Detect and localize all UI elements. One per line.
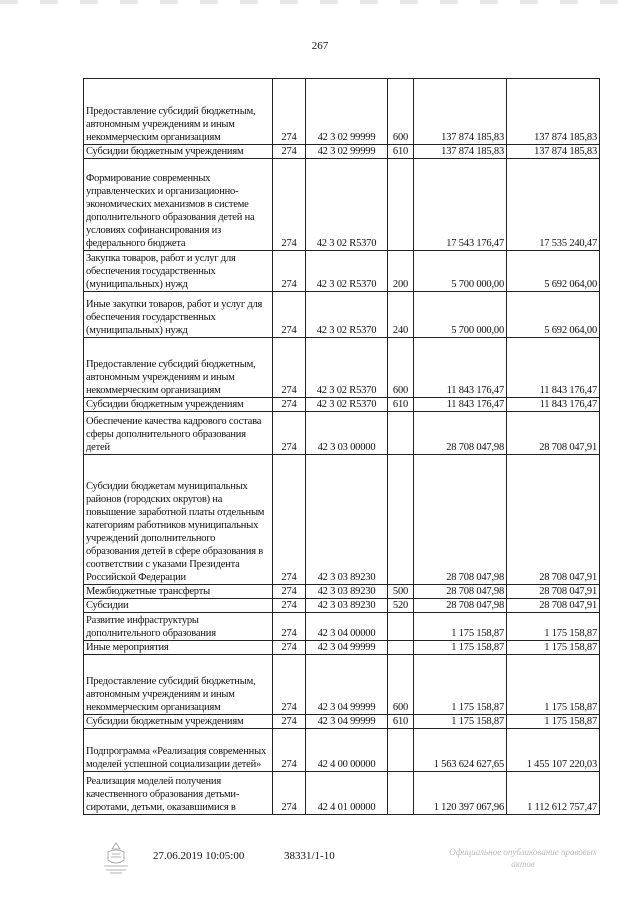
row-code: 274 xyxy=(273,772,306,815)
row-name: Иные мероприятия xyxy=(84,641,273,655)
row-name: Межбюджетные трансферты xyxy=(84,585,273,599)
row-sum-planned: 11 843 176,47 xyxy=(414,398,507,412)
row-expense-type xyxy=(388,412,414,455)
row-target-article: 42 3 02 R5370 xyxy=(306,338,388,398)
row-sum-planned: 11 843 176,47 xyxy=(414,338,507,398)
row-sum-planned: 1 175 158,87 xyxy=(414,641,507,655)
row-expense-type: 240 xyxy=(388,292,414,338)
row-name: Предоставление субсидий бюджетным, автономным учреждениям и иным некоммерческим организациям xyxy=(84,338,273,398)
row-code: 274 xyxy=(273,455,306,585)
row-name: Предоставление субсидий бюджетным, автономным учреждениям и иным некоммерческим организациям xyxy=(84,79,273,145)
row-sum-executed: 11 843 176,47 xyxy=(507,338,600,398)
table-row xyxy=(84,585,600,599)
row-sum-executed: 1 175 158,87 xyxy=(507,613,600,641)
row-name: Субсидии бюджетным учреждениям xyxy=(84,398,273,412)
row-code: 274 xyxy=(273,641,306,655)
row-code: 274 xyxy=(273,145,306,159)
row-sum-executed: 1 175 158,87 xyxy=(507,655,600,715)
row-code: 274 xyxy=(273,585,306,599)
row-target-article: 42 3 03 89230 xyxy=(306,455,388,585)
row-expense-type xyxy=(388,772,414,815)
row-sum-planned: 1 175 158,87 xyxy=(414,655,507,715)
row-name: Иные закупки товаров, работ и услуг для обеспечения государственных (муниципальных) нужд xyxy=(84,292,273,338)
row-target-article: 42 3 03 89230 xyxy=(306,585,388,599)
row-sum-executed: 28 708 047,91 xyxy=(507,599,600,613)
row-sum-planned: 137 874 185,83 xyxy=(414,79,507,145)
row-sum-executed: 1 455 107 220,03 xyxy=(507,729,600,772)
publication-watermark: Официальное опубликование правовых актов xyxy=(449,847,597,869)
row-sum-planned: 5 700 000,00 xyxy=(414,251,507,292)
row-sum-planned: 137 874 185,83 xyxy=(414,145,507,159)
table-row xyxy=(84,79,600,145)
row-name: Обеспечение качества кадрового состава сферы дополнительного образования детей xyxy=(84,412,273,455)
row-sum-executed: 1 175 158,87 xyxy=(507,715,600,729)
row-code: 274 xyxy=(273,729,306,772)
row-expense-type xyxy=(388,729,414,772)
row-name: Закупка товаров, работ и услуг для обеспечения государственных (муниципальных) нужд xyxy=(84,251,273,292)
row-sum-executed: 137 874 185,83 xyxy=(507,145,600,159)
row-name: Предоставление субсидий бюджетным, автономным учреждениям и иным некоммерческим организациям xyxy=(84,655,273,715)
stamp-icon xyxy=(96,840,136,876)
row-name: Субсидии бюджетным учреждениям xyxy=(84,145,273,159)
row-sum-planned: 17 543 176,47 xyxy=(414,159,507,251)
footer xyxy=(0,846,640,886)
table-row xyxy=(84,641,600,655)
row-code: 274 xyxy=(273,613,306,641)
row-expense-type: 600 xyxy=(388,79,414,145)
row-sum-executed: 11 843 176,47 xyxy=(507,398,600,412)
row-target-article: 42 4 01 00000 xyxy=(306,772,388,815)
page-number: 267 xyxy=(311,40,329,52)
row-expense-type: 600 xyxy=(388,338,414,398)
row-name: Подпрограмма «Реализация современных моделей успешной социализации детей» xyxy=(84,729,273,772)
row-sum-planned: 1 120 397 067,96 xyxy=(414,772,507,815)
row-code: 274 xyxy=(273,412,306,455)
row-expense-type: 520 xyxy=(388,599,414,613)
table-row xyxy=(84,412,600,455)
row-expense-type: 610 xyxy=(388,398,414,412)
row-code: 274 xyxy=(273,292,306,338)
table-row xyxy=(84,338,600,398)
row-target-article: 42 3 03 89230 xyxy=(306,599,388,613)
row-sum-planned: 28 708 047,98 xyxy=(414,412,507,455)
row-target-article: 42 3 02 99999 xyxy=(306,79,388,145)
table-row xyxy=(84,715,600,729)
row-name: Субсидии xyxy=(84,599,273,613)
row-name: Реализация моделей получения качественного образования детьми-сиротами, детьми, оказавшимися в xyxy=(84,772,273,815)
table-row xyxy=(84,455,600,585)
row-code: 274 xyxy=(273,159,306,251)
row-sum-planned: 1 175 158,87 xyxy=(414,715,507,729)
row-expense-type xyxy=(388,613,414,641)
table-row xyxy=(84,613,600,641)
row-sum-executed: 137 874 185,83 xyxy=(507,79,600,145)
row-sum-executed: 17 535 240,47 xyxy=(507,159,600,251)
budget-table xyxy=(83,78,600,815)
row-code: 274 xyxy=(273,79,306,145)
row-target-article: 42 3 04 99999 xyxy=(306,641,388,655)
row-sum-planned: 28 708 047,98 xyxy=(414,585,507,599)
table-row xyxy=(84,772,600,815)
row-target-article: 42 3 02 R5370 xyxy=(306,251,388,292)
row-target-article: 42 3 02 R5370 xyxy=(306,292,388,338)
row-name: Формирование современных управленческих и организационно-экономических механизмов в системе дополнительного образования детей на условиях софинансирования из федерального бюджета xyxy=(84,159,273,251)
row-target-article: 42 3 02 R5370 xyxy=(306,398,388,412)
row-sum-executed: 1 175 158,87 xyxy=(507,641,600,655)
row-target-article: 42 3 04 99999 xyxy=(306,655,388,715)
row-expense-type xyxy=(388,641,414,655)
row-expense-type: 600 xyxy=(388,655,414,715)
row-expense-type: 200 xyxy=(388,251,414,292)
footer-date: 27.06.2019 10:05:00 xyxy=(153,850,245,862)
row-target-article: 42 4 00 00000 xyxy=(306,729,388,772)
table-row xyxy=(84,292,600,338)
scan-artifact xyxy=(0,0,640,4)
row-sum-executed: 28 708 047,91 xyxy=(507,412,600,455)
footer-doc-number: 38331/1-10 xyxy=(284,850,335,862)
row-sum-planned: 28 708 047,98 xyxy=(414,455,507,585)
row-sum-planned: 1 175 158,87 xyxy=(414,613,507,641)
row-expense-type xyxy=(388,455,414,585)
table-row xyxy=(84,599,600,613)
row-expense-type: 500 xyxy=(388,585,414,599)
table-row xyxy=(84,729,600,772)
row-name: Развитие инфраструктуры дополнительного образования xyxy=(84,613,273,641)
table-row xyxy=(84,655,600,715)
row-target-article: 42 3 04 99999 xyxy=(306,715,388,729)
row-target-article: 42 3 02 R5370 xyxy=(306,159,388,251)
row-sum-executed: 28 708 047,91 xyxy=(507,585,600,599)
row-sum-executed: 5 692 064,00 xyxy=(507,251,600,292)
row-code: 274 xyxy=(273,599,306,613)
row-code: 274 xyxy=(273,398,306,412)
row-expense-type: 610 xyxy=(388,715,414,729)
row-target-article: 42 3 02 99999 xyxy=(306,145,388,159)
row-target-article: 42 3 03 00000 xyxy=(306,412,388,455)
row-code: 274 xyxy=(273,655,306,715)
row-expense-type: 610 xyxy=(388,145,414,159)
row-sum-executed: 1 112 612 757,47 xyxy=(507,772,600,815)
row-sum-executed: 28 708 047,91 xyxy=(507,455,600,585)
row-code: 274 xyxy=(273,338,306,398)
row-code: 274 xyxy=(273,715,306,729)
row-sum-executed: 5 692 064,00 xyxy=(507,292,600,338)
row-target-article: 42 3 04 00000 xyxy=(306,613,388,641)
row-name: Субсидии бюджетным учреждениям xyxy=(84,715,273,729)
row-sum-planned: 5 700 000,00 xyxy=(414,292,507,338)
row-sum-planned: 28 708 047,98 xyxy=(414,599,507,613)
row-sum-planned: 1 563 624 627,65 xyxy=(414,729,507,772)
row-code: 274 xyxy=(273,251,306,292)
table-row xyxy=(84,159,600,251)
table-row xyxy=(84,398,600,412)
row-name: Субсидии бюджетам муниципальных районов (городских округов) на повышение заработной платы отдельным категориям работников муниципальных учреждений дополнительного образования детей в сфере образования в соответствии с указами Президента Российской Федерации xyxy=(84,455,273,585)
table-row xyxy=(84,145,600,159)
row-expense-type xyxy=(388,159,414,251)
table-row xyxy=(84,251,600,292)
